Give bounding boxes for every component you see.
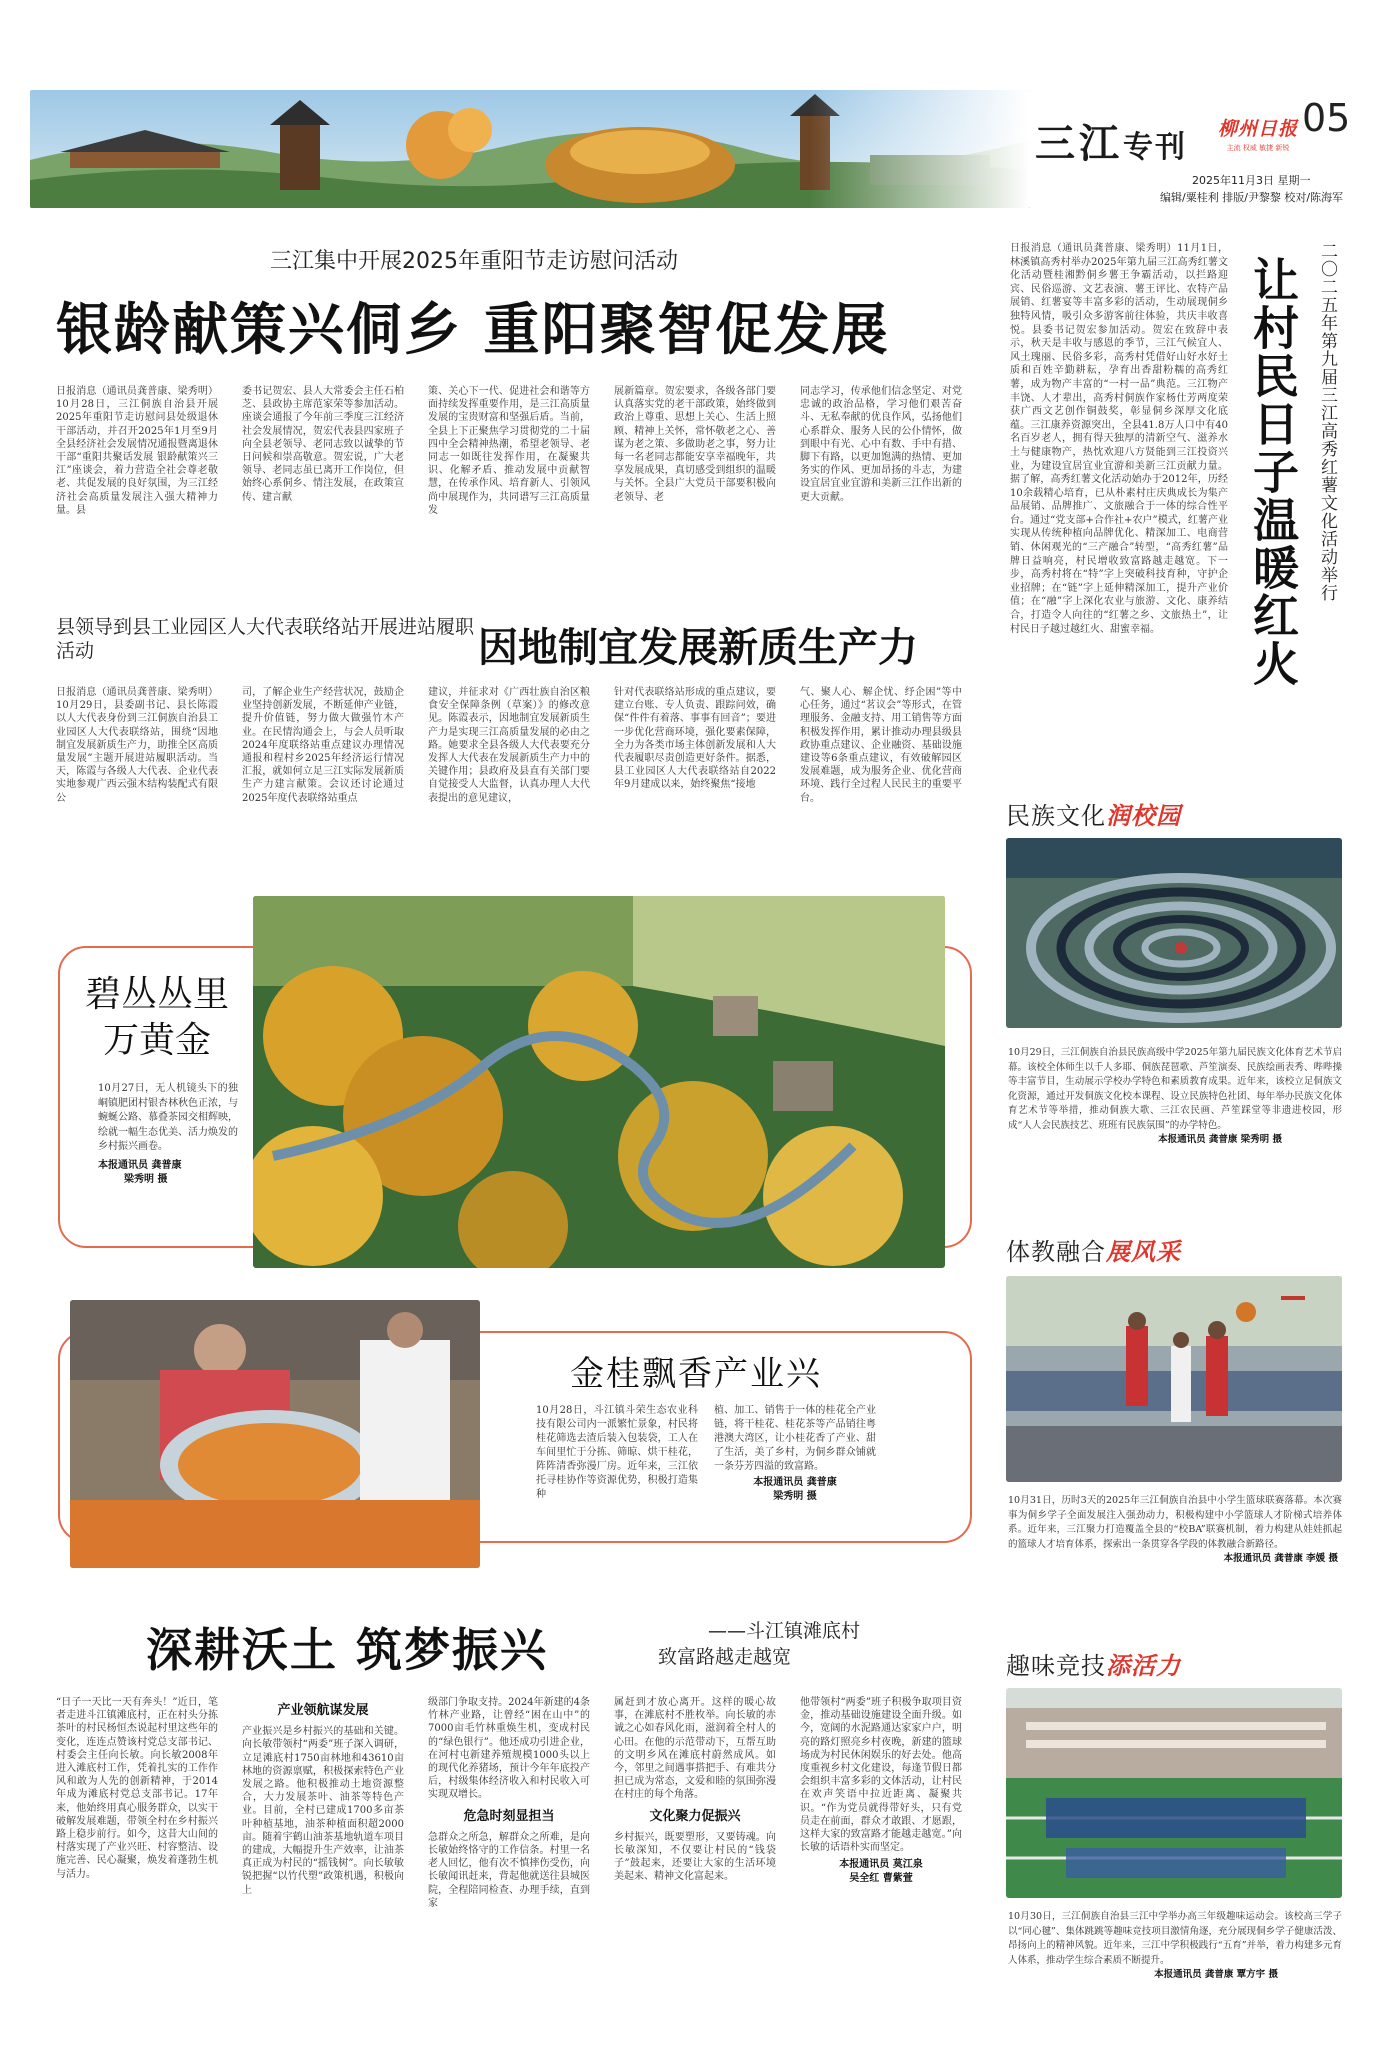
a6-vertical-headline: 让村民日子温暖红火 — [1246, 256, 1300, 688]
s3-caption: 10月30日，三江侗族自治县三江中学举办高三年级趣味运动会。该校高三学子以“同心毽”、集体跳跳等趣味竞技项目激情角逐，充分展现侗乡学子健康活泼、昂扬向上的精神风貌。近年来，三江中学积极践行“五育”并举，着力构建多元育人体系，推动学生综合素质不断提升。 本报通讯员 龚普康 覃方宇 摄 — [1008, 1911, 1342, 1980]
masthead-banner-image — [30, 90, 1030, 208]
page-number: 05 — [1302, 96, 1351, 140]
a2-col-4: 针对代表联络站形成的重点建议，要建立台账、专人负责、跟踪问效，确保“件件有着落、事事有回音”；要进一步优化营商环境，强化要素保障，全力为各类市场主体创新发展和人大代表履职尽责创造更好条件。据悉，县工业园区人大代表联络站自2022年9月建成以来，始终聚焦“接地 — [614, 687, 776, 791]
s2-photo — [1006, 1276, 1342, 1482]
a6-body: 日报消息（通讯员龚普康、梁秀明）11月1日，林溪镇高秀村举办2025年第九届三江高秀红薯文化活动暨桂湘黔侗乡薯王争霸活动，以拦路迎宾、民俗巡游、文艺表演、薯王评比、农特产品展销、红薯宴等丰富多彩的活动，生动展现侗乡独特风情，吸引众多游客前往体验，共庆丰收喜悦。县委书记贺宏参加活动。贺宏在致辞中表示，秋天是丰收与感恩的季节，三江气候宜人、风土瑰丽、民俗多彩，高秀村凭借好山好水好土质和百姓辛勤耕耘，孕育出香甜粉糯的高秀红薯，成为物产丰富的“一村一品”典范。三江物产丰饶、人才辈出，高秀村侗族作家杨仕芳两度荣获广西文艺创作铜鼓奖，彰显侗乡深厚文化底蕴。三江康养资源突出，全县41.8万人口中有40名百岁老人，拥有得天独厚的清新空气、滋养水土与健康物产，热忱欢迎八方贤能到三江投资兴业，为建设宜居宜业宜游和美新三江贡献力量。据了解，高秀红薯文化活动始办于2012年，历经10余载精心培育，已从朴素村庄庆典成长为集产品展销、品牌推广、文旅融合于一体的综合性平台。通过“党支部+合作社+农户”模式，红薯产业实现从传统种植向品牌优化、精深加工、电商营销、休闲观光的“三产融合”转型，“高秀红薯”品牌日益响亮，村民增收致富路越走越宽。下一步，高秀村将在“特”字上突破科技育种，守护企业招牌；在“链”字上延伸精深加工，提升产业价值；在“融”字上深化农业与旅游、文化、康养结合，打造令人向往的“红薯之乡、文旅热土”，让村民日子越过越红火、甜蜜幸福。 — [1010, 243, 1228, 635]
a4-caption-col-1: 10月28日，斗江镇斗荣生态农业科技有限公司内一派繁忙景象，村民将桂花筛选去渣后装入包装袋，工人在车间里忙于分拣、筛晾、烘干桂花，阵阵清香弥漫厂房。近年来，三江依托寻桂协作等资源优势，积极打造集种 — [536, 1405, 698, 1500]
a5-col-2: 产业领航谋发展 产业振兴是乡村振兴的基础和关键。向长敏带领村“两委”班子深入调研，立足滩底村1750亩林地和43610亩林地的资源禀赋，积极探索特色产业发展之路。他积极推动土地资源整合，大力发展茶叶、油茶等特色产业。目前，全村已建成1700多亩茶叶种植基地，油茶种植面积超2000亩。随着宇鹤山油茶基地轨道车项目的建成，大幅提升生产效率，让油茶真正成为村民的“摇钱树”。向长敏敏锐把握“以竹代塑”政策机遇，积极向上 — [242, 1703, 404, 1896]
section-name: 三江专刊 — [1035, 120, 1187, 167]
s3-title: 趣味竞技添活力 — [1006, 1652, 1181, 1680]
a5-col-5: 他带领村“两委”班子积极争取项目资金，推动基础设施建设全面升级。如今，宽阔的水泥路通达家家户户，明亮的路灯照亮乡村夜晚，新建的篮球场成为村民休闲娱乐的好去处。他高度重视乡村文化建设，每逢节假日都会组织丰富多彩的文体活动，让村民在欢声笑语中拉近距离、凝聚共识。“作为党员就得带好头，只有党员走在前面，群众才敢跟、才愿跟，这样大家的致富路才能越走越宽。”向长敏的话语朴实而坚定。 本报通讯员 莫江泉 吴全红 曹紫萱 — [800, 1697, 962, 1884]
a4-osmanthus-photo — [70, 1300, 480, 1568]
a3-headline: 碧丛丛里 万黄金 — [84, 974, 229, 1061]
a6-vertical-kicker: 二〇二五年第九届三江高秀红薯文化活动举行 — [1317, 242, 1337, 602]
a5-col-1: “日子一天比一天有奔头！”近日，笔者走进斗江镇滩底村，正在村头分拣茶叶的村民杨恒杰说起村里这些年的变化，连连点赞该村党总支部书记、村委会主任向长敏。向长敏2008年进入滩底村工作，凭着扎实的工作作风和敢为人先的创新精神，于2014年成为滩底村党总支部书记。17年来，他始终用真心服务群众，以实干破解发展难题，带领全村在乡村振兴路上稳步前行。如今，这昔大山间的村落实现了产业兴旺、村容整洁、设施完善、民心凝聚，焕发着蓬勃生机与活力。 — [56, 1697, 218, 1880]
a5-subhead: ——斗江镇滩底村 致富路越走越宽 — [658, 1620, 861, 1668]
paper-logo: 柳州日报 主流 权威 敏捷 新锐 — [1218, 118, 1299, 152]
date-line: 2025年11月3日 星期一 — [1192, 174, 1311, 187]
s1-title: 民族文化润校园 — [1006, 802, 1181, 830]
a1-col-2: 委书记贺宏、县人大常委会主任石柏芝、县政协主席范家荣等参加活动。座谈会通报了今年前三季度三江经济社会发展情况，贺宏代表县四家班子向全县老领导、老同志致以诚挚的节日问候和崇高敬意。贺宏说，广大老领导、老同志虽已离开工作岗位，但始终心系侗乡、情注发展，在政策宣传、建言献 — [242, 386, 404, 503]
a1-col-3: 策、关心下一代、促进社会和谐等方面持续发挥重要作用，是三江高质量发展的宝贵财富和坚强后盾。当前，全县上下正聚焦学习贯彻党的二十届四中全会精神热潮，希望老领导、老同志一如既往发挥作用，在凝聚共识、化解矛盾、推动发展中贡献智慧，在传承作风、培育新人、引领风尚中展现作为，共同谱写三江高质量发 — [428, 386, 590, 516]
a5-subsection-2: 危急时刻显担当 — [463, 1808, 555, 1824]
a2-col-5: 气、聚人心、解企忧、纾企困”等中心任务，通过“茗议会”等形式，在管理服务、金融支持、用工销售等方面积极发挥作用，累计推动办理县级县政协重点建议、企业融资、基础设施建设等6条重点建议，有效破解园区发展难题，成为服务企业、优化营商环境、践行全过程人民民主的重要平台。 — [800, 687, 962, 804]
s2-title: 体教融合展风采 — [1006, 1238, 1181, 1266]
s3-photo — [1006, 1688, 1342, 1898]
a5-headline: 深耕沃土 筑梦振兴 — [146, 1623, 549, 1677]
masthead — [30, 90, 1370, 208]
a5-col-3: 级部门争取支持。2024年新建的4条竹林产业路，让曾经“困在山中”的7000亩毛竹林重焕生机，变成村民的“绿色银行”。他还成功引进企业，在河村屯新建养殖规模1000头以上的现代化养猪场，预计今年年底投产后，村级集体经济收入和村民收入可实现双增长。 危急时刻显担当 急群众之所急，解群众之所难，是向长敏始终恪守的工作信条。村里一名老人回忆，他有次不慎摔伤受伤，向长敏闻讯赶来，背起他就送往县城医院，全程陪同检查、办理手续，直到家 — [428, 1697, 590, 1909]
a5-subsection-3: 文化聚力促振兴 — [649, 1808, 741, 1824]
a1-col-1: 日报消息（通讯员龚普康、梁秀明）10月28日，三江侗族自治县开展2025年重阳节走访慰问县处级退休干部活动，并召开2025年1月至9月全县经济社会发展情况通报暨离退休干部“重阳共聚话发展 银龄献策兴三江”座谈会，着力营造全社会尊老敬老、共促发展的良好氛围，为三江经济社会高质量发展注入强大精神力量。县 — [56, 386, 218, 516]
s2-caption: 10月31日，历时3天的2025年三江侗族自治县中小学生篮球联赛落幕。本次赛事为侗乡学子全面发展注入强劲动力，积极构建中小学篮球人才阶梯式培养体系。近年来，三江聚力打造覆盖全县的“校BA”联赛机制，着力构建从娃娃抓起的篮球人才培育体系，探索出一条贯穿各学段的体教融合新路径。 本报通讯员 龚普康 李媛 摄 — [1008, 1495, 1342, 1564]
a3-ginkgo-photo — [253, 896, 945, 1268]
a5-col-4: 属赶到才放心离开。这样的暖心故事，在滩底村不胜枚举。向长敏的赤诚之心如春风化雨，滋润着全村人的心田。在他的示范带动下，互帮互助的文明乡风在滩底村蔚然成风。如今，邻里之间遇事搭把手、有难共分担已成为常态，文爱和睦的氛围弥漫在村庄的每个角落。 文化聚力促振兴 乡村振兴，既要塑形，又要铸魂。向长敏深知，不仅要让村民的“钱袋子”鼓起来，还要让大家的生活环境美起来、精神文化富起来。 — [614, 1697, 776, 1883]
a4-caption-col-2: 植、加工、销售于一体的桂花全产业链，将干桂花、桂花茶等产品销往粤港澳大湾区，让小桂花香了产业、甜了生活，美了乡村，为侗乡群众铺就一条芬芳四溢的致富路。 本报通讯员 龚普康 梁秀明 摄 — [714, 1405, 876, 1502]
editors-line: 编辑/粟桂利 排版/尹黎黎 校对/陈海军 — [1160, 191, 1344, 204]
a5-subsection-1: 产业领航谋发展 — [277, 1703, 369, 1718]
a2-col-2: 司，了解企业生产经营状况，鼓励企业坚持创新发展，不断延伸产业链，提升价值链，努力做大做强竹木产业。在民情沟通会上，与会人员听取2024年度联络站重点建议办理情况通报和程村乡2025年经济运行情况汇报，就如何立足三江实际发展新质生产力建言献策。会议还讨论通过2025年度代表联络站重点 — [242, 687, 404, 804]
a1-headline: 银龄献策兴侗乡 重阳聚智促发展 — [56, 297, 890, 363]
a2-col-1: 日报消息（通讯员龚普康、梁秀明）10月29日，县委副书记、县长陈霞以人大代表身份到三江侗族自治县工业园区人大代表联络站，围绕“因地制宜发展新质生产力，助推全区高质量发展”主题开展进站履职活动。当天，陈霞与各级人大代表、企业代表实地参观广西云强木结构装配式有限公 — [56, 687, 218, 804]
a1-col-5: 同志学习，传承他们信念坚定、对党忠诚的政治品格，学习他们艰苦奋斗、无私奉献的优良作风，弘扬他们心系群众、服务人民的公仆情怀，做到眼中有光、心中有数、手中有措、脚下有路，以更加饱满的热情、更加务实的作风、更加昂扬的斗志，为建设宜居宜业宜游和美新三江作出新的更大贡献。 — [800, 386, 962, 503]
s1-caption: 10月29日，三江侗族自治县民族高级中学2025年第九届民族文化体育艺术节启幕。该校全体师生以千人多耶、侗族琵琶歌、芦笙演奏、民族绘画表秀、哔哔操等丰富节目，生动展示学校办学特色和素质教育成果。近年来，该校立足侗族文化资源，通过开发侗族文化校本课程、设立民族特色社团、每年举办民族文化体育艺术节等举措，推动侗族大歌、三江农民画、芦笙踩堂等非遗进校园，形成“人人会民族技艺、班班有民族氛围”的办学特色。 本报通讯员 龚普康 梁秀明 摄 — [1008, 1047, 1342, 1145]
a2-kicker: 县领导到县工业园区人大代表联络站开展进站履职活动 — [56, 616, 475, 662]
a2-headline: 因地制宜发展新质生产力 — [478, 624, 918, 671]
a2-col-3: 建议，并征求对《广西壮族自治区粮食安全保障条例（草案）》的修改意见。陈霞表示，因地制宜发展新质生产力是实现三江高质量发展的必由之路。她要求全县各级人大代表要充分发挥人大代表在发展新质生产力中的关键作用；县政府及县直有关部门要自觉接受人大监督，认真办理人大代表提出的意见建议， — [428, 687, 590, 804]
a3-caption: 10月27日，无人机镜头下的独峒镇肥团村银杏林秋色正浓，与蜿蜒公路、慕叠茶园交相辉映，绘就一幅生态优美、活力焕发的乡村振兴画卷。 本报通讯员 龚普康 梁秀明 摄 — [98, 1083, 238, 1185]
a1-col-4: 展新篇章。贺宏要求，各级各部门要认真落实党的老干部政策，始终做到政治上尊重、思想上关心、生活上照顾、精神上关怀，常怀敬老之心、善谋为老之策、多做助老之事，努力让每一名老同志都能安享幸福晚年，共享发展成果，真切感受到组织的温暖与关怀。全县广大党员干部要积极向老领导、老 — [614, 386, 776, 503]
a4-headline: 金桂飘香产业兴 — [570, 1354, 822, 1394]
a1-kicker: 三江集中开展2025年重阳节走访慰问活动 — [270, 249, 678, 274]
s1-photo — [1006, 838, 1342, 1028]
